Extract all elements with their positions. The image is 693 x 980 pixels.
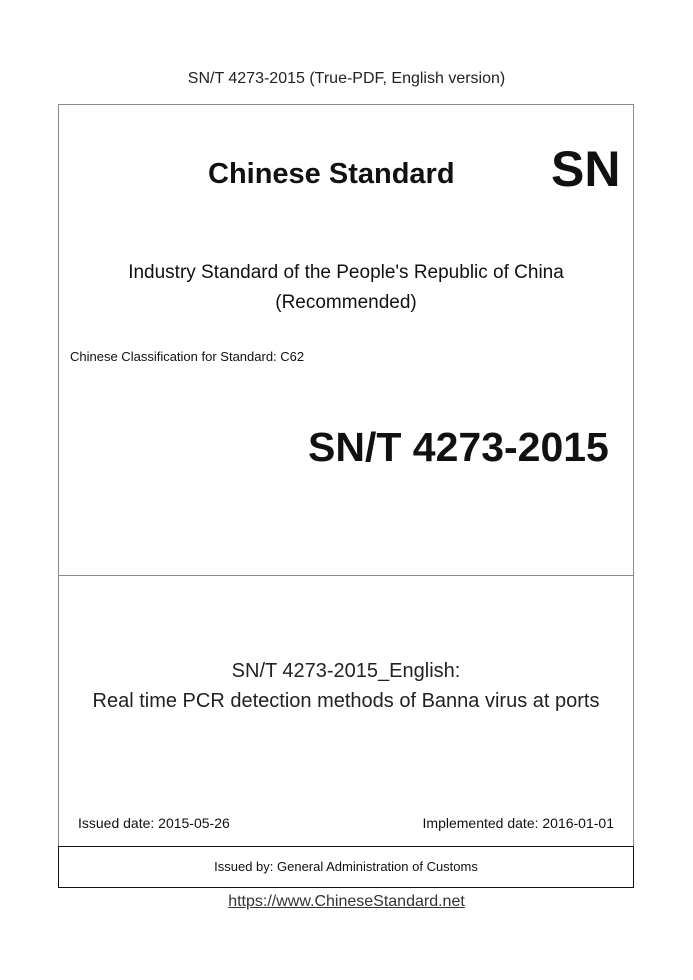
implemented-date: Implemented date: 2016-01-01: [422, 815, 614, 831]
issued-date: Issued date: 2015-05-26: [78, 815, 230, 831]
document-title: [58, 656, 634, 716]
page-header-title: SN/T 4273-2015 (True-PDF, English version): [187, 70, 506, 87]
issued-by: Issued by: General Administration of Customs: [214, 859, 478, 874]
document-title-line-1: SN/T 4273-2015_English:: [231, 660, 461, 682]
classification-label: Chinese Classification for Standard: C62: [70, 349, 305, 364]
standard-number: SN/T 4273-2015: [308, 424, 609, 470]
industry-standard-label: [58, 258, 634, 318]
footer-website-link[interactable]: https://www.ChineseStandard.net: [228, 893, 465, 910]
industry-line-2: (Recommended): [275, 292, 417, 313]
document-title-line-2: Real time PCR detection methods of Banna virus at ports: [92, 690, 600, 712]
chinese-standard-heading: Chinese Standard: [208, 158, 455, 190]
sn-mark: SN: [551, 141, 621, 197]
industry-line-1: Industry Standard of the People's Republic of China: [128, 262, 564, 283]
